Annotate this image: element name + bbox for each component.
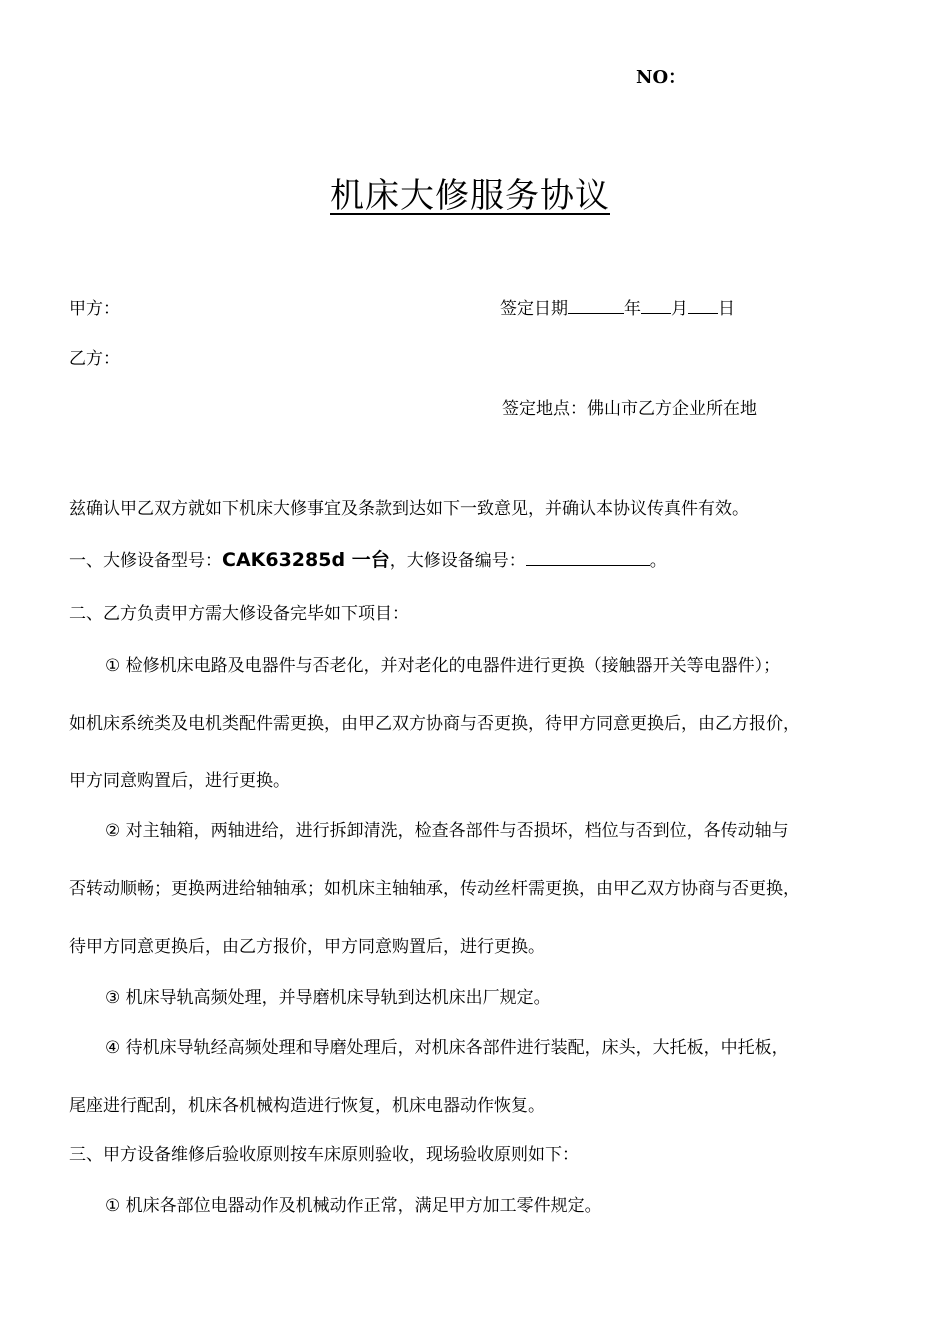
section-1-mid: ，大修设备编号：	[389, 551, 526, 571]
sign-place: 签定地点：佛山市乙方企业所在地	[502, 399, 757, 419]
item-2-line-1: ② 对主轴箱，两轴进给，进行拆卸清洗，检查各部件与否损坏，档位与否到位，各传动轴与	[105, 821, 789, 841]
item-1-line-2: 如机床系统类及电机类配件需更换，由甲乙双方协商与否更换，待甲方同意更换后，由乙方报价，	[69, 714, 800, 734]
item-1-line-3: 甲方同意购置后，进行更换。	[69, 771, 290, 791]
year-label: 年	[624, 299, 641, 319]
item-4-line-1: ④ 待机床导轨经高频处理和导磨处理后，对机床各部件进行装配，床头，大托板，中托板，	[105, 1038, 789, 1058]
equipment-model: CAK63285d 一台	[222, 549, 390, 571]
party-a-label: 甲方：	[69, 299, 120, 319]
intro-paragraph: 兹确认甲乙双方就如下机床大修事宜及条款到达如下一致意见，并确认本协议传真件有效。	[69, 499, 749, 519]
section-1-end: 。	[649, 551, 667, 571]
sign-month-blank	[641, 297, 671, 314]
day-label: 日	[718, 299, 735, 319]
section-1-prefix: 一、大修设备型号：	[69, 551, 222, 571]
item-1-line-1: ① 检修机床电路及电器件与否老化，并对老化的电器件进行更换（接触器开关等电器件）；	[105, 656, 781, 676]
month-label: 月	[671, 299, 688, 319]
sign-year-blank	[568, 297, 624, 314]
item-2-line-3: 待甲方同意更换后，由乙方报价，甲方同意购置后，进行更换。	[69, 937, 545, 957]
equipment-number-blank	[526, 549, 650, 566]
party-b-label: 乙方：	[69, 349, 120, 369]
sign-date-line	[500, 297, 735, 321]
sign-date-label: 签定日期	[500, 299, 568, 319]
section-2-title: 二、乙方负责甲方需大修设备完毕如下项目：	[69, 604, 409, 624]
section-3-title: 三、甲方设备维修后验收原则按车床原则验收，现场验收原则如下：	[69, 1145, 579, 1165]
sign-day-blank	[688, 297, 718, 314]
item-2-line-2: 否转动顺畅；更换两进给轴轴承；如机床主轴轴承，传动丝杆需更换，由甲乙双方协商与否更换，	[69, 879, 800, 899]
item-4-line-2: 尾座进行配刮，机床各机械构造进行恢复，机床电器动作恢复。	[69, 1096, 545, 1116]
document-number-label: NO：	[636, 67, 687, 88]
title-text: 机床大修服务协议	[330, 176, 610, 216]
page-title	[0, 172, 940, 220]
section-1	[69, 548, 667, 573]
acceptance-item-1: ① 机床各部位电器动作及机械动作正常，满足甲方加工零件规定。	[105, 1196, 602, 1216]
item-3: ③ 机床导轨高频处理，并导磨机床导轨到达机床出厂规定。	[105, 988, 551, 1008]
